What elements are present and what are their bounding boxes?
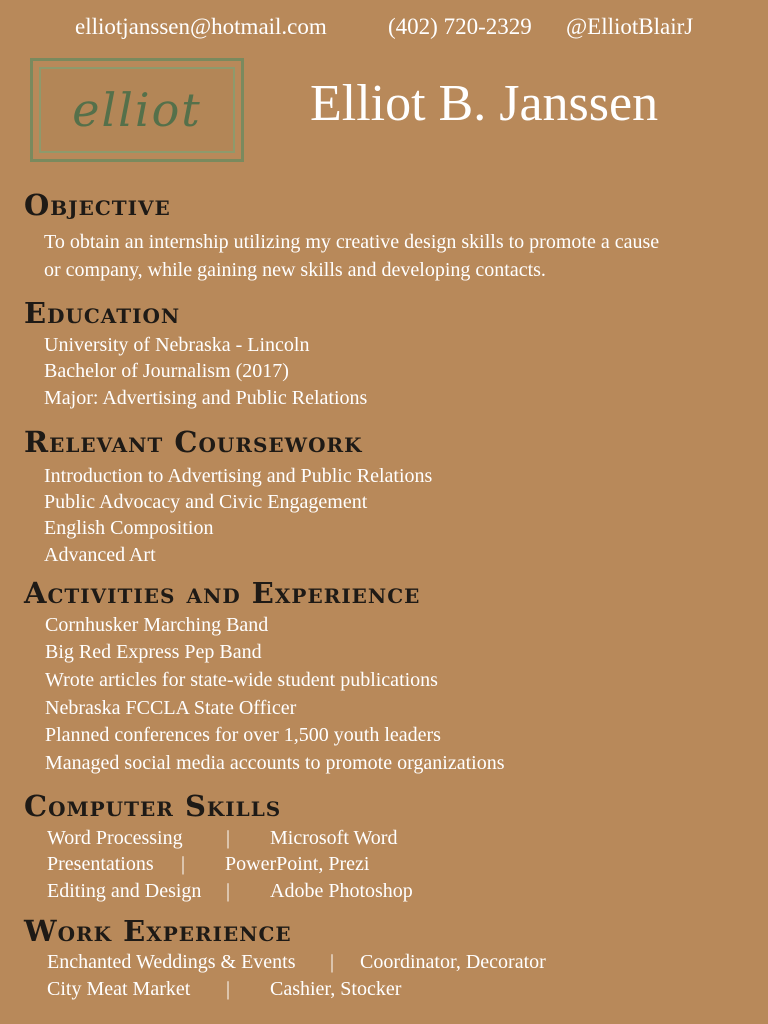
email-text: elliotjanssen@hotmail.com	[75, 14, 327, 39]
activity-line: Nebraska FCCLA State Officer	[45, 697, 297, 719]
skill-value: Adobe Photoshop	[270, 880, 413, 902]
separator: |	[181, 853, 186, 875]
education-line: University of Nebraska - Lincoln	[44, 334, 310, 356]
work-role: Cashier, Stocker	[270, 978, 402, 1000]
work-employer: City Meat Market	[47, 978, 191, 1000]
logo-text: elliot	[72, 83, 202, 137]
name-title: Elliot B. Janssen	[310, 75, 659, 132]
coursework-line: English Composition	[44, 517, 214, 539]
education-heading: Education	[24, 296, 181, 330]
separator: |	[330, 951, 335, 973]
social-handle-text: @ElliotBlairJ	[566, 14, 694, 39]
skill-label: Editing and Design	[47, 880, 202, 902]
objective-heading: Objective	[24, 188, 171, 222]
coursework-line: Introduction to Advertising and Public Relations	[44, 465, 433, 487]
phone-text: (402) 720-2329	[388, 14, 532, 39]
separator: |	[226, 827, 231, 849]
coursework-line: Public Advocacy and Civic Engagement	[44, 491, 368, 513]
work-role: Coordinator, Decorator	[360, 951, 546, 973]
activity-line: Cornhusker Marching Band	[45, 614, 269, 636]
logo	[30, 58, 244, 162]
work-employer: Enchanted Weddings & Events	[47, 951, 296, 973]
coursework-line: Advanced Art	[44, 544, 156, 566]
education-line: Major: Advertising and Public Relations	[44, 387, 368, 409]
work-heading: Work Experience	[24, 914, 292, 948]
computer-skills-heading: Computer Skills	[24, 789, 282, 823]
activity-line: Managed social media accounts to promote organizations	[45, 752, 505, 774]
objective-line: or company, while gaining new skills and developing contacts.	[44, 259, 546, 281]
separator: |	[226, 978, 231, 1000]
separator: |	[226, 880, 231, 902]
skill-value: PowerPoint, Prezi	[225, 853, 370, 875]
activities-heading: Activities and Experience	[24, 576, 421, 610]
skill-label: Word Processing	[47, 827, 183, 849]
education-line: Bachelor of Journalism (2017)	[44, 360, 289, 382]
activity-line: Big Red Express Pep Band	[45, 641, 262, 663]
coursework-heading: Relevant Coursework	[24, 425, 363, 459]
skill-label: Presentations	[47, 853, 154, 875]
objective-line: To obtain an internship utilizing my creative design skills to promote a cause	[44, 231, 660, 253]
activity-line: Wrote articles for state-wide student publications	[45, 669, 438, 691]
skill-value: Microsoft Word	[270, 827, 398, 849]
activity-line: Planned conferences for over 1,500 youth leaders	[45, 724, 441, 746]
